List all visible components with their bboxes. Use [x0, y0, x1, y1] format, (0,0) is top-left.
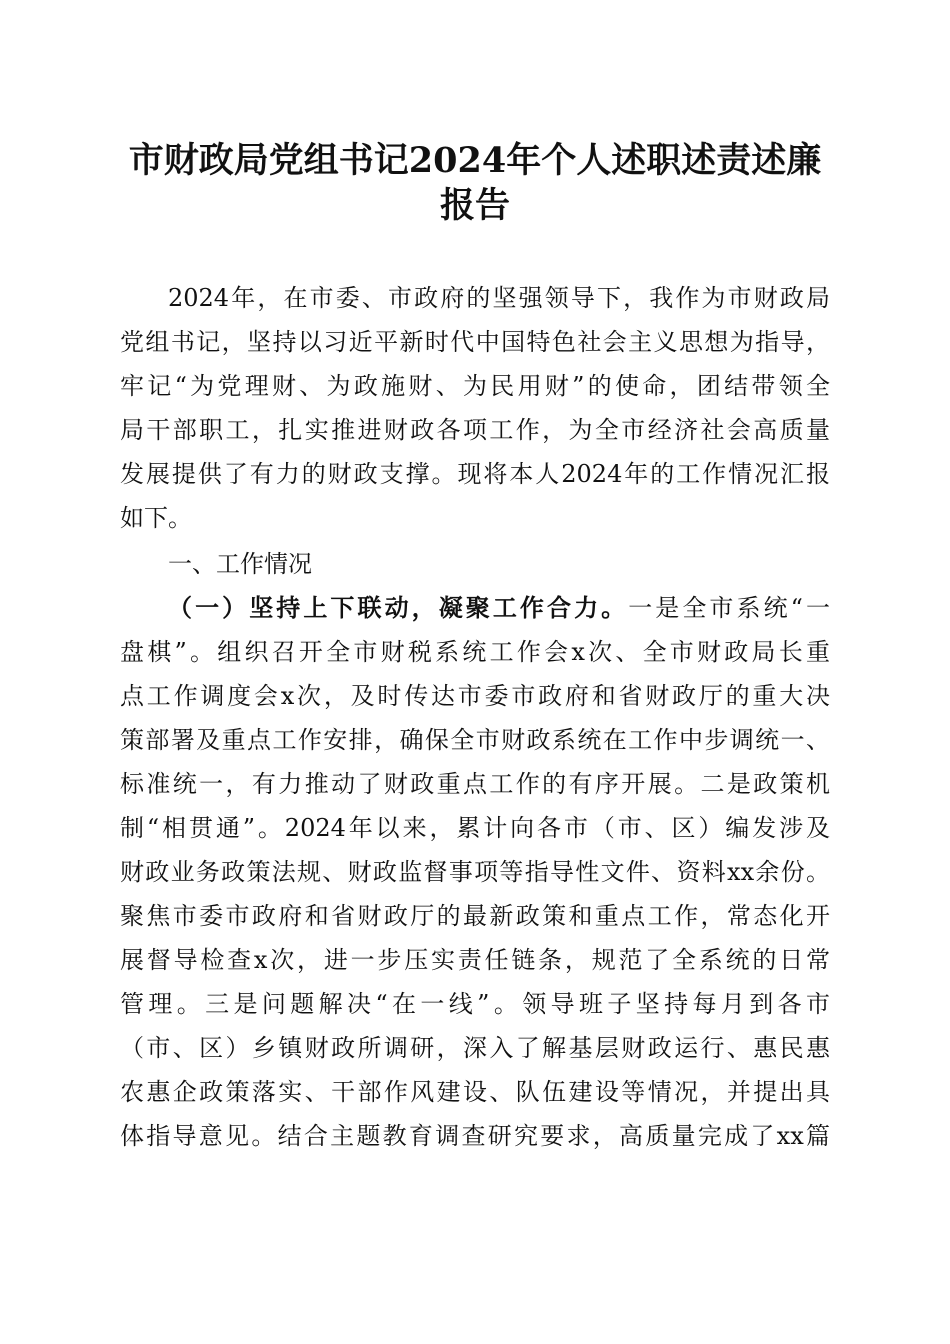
subsection-title: （一）坚持上下联动，凝聚工作合力。: [168, 593, 629, 622]
subsection-first-line: [168, 592, 830, 624]
intro-line-1: 2024年，在市委、市政府的坚强领导下，我作为市财政局: [168, 284, 830, 312]
subsection-first-rest: 一是全市系统“一: [628, 594, 830, 622]
body-line-9: 管理。三是问题解决“在一线”。领导班子坚持每月到各市: [120, 990, 830, 1018]
body-line-1: 盘棋”。组织召开全市财税系统工作会x次、全市财政局长重: [120, 638, 830, 666]
body-line-3: 策部署及重点工作安排，确保全市财政系统在工作中步调统一、: [120, 726, 830, 754]
intro-line-2: 党组书记，坚持以习近平新时代中国特色社会主义思想为指导，: [120, 328, 830, 356]
body-line-6: 财政业务政策法规、财政监督事项等指导性文件、资料xx余份。: [120, 858, 830, 886]
body-line-2: 点工作调度会x次，及时传达市委市政府和省财政厅的重大决: [120, 682, 830, 710]
intro-line-5: 发展提供了有力的财政支撑。现将本人2024年的工作情况汇报: [120, 460, 830, 488]
section-heading: 一、工作情况: [168, 550, 312, 578]
intro-line-6: 如下。: [120, 504, 192, 532]
body-line-8: 展督导检查x次，进一步压实责任链条，规范了全系统的日常: [120, 946, 830, 974]
body-line-10: （市、区）乡镇财政所调研，深入了解基层财政运行、惠民惠: [120, 1034, 830, 1062]
body-line-7: 聚焦市委市政府和省财政厅的最新政策和重点工作，常态化开: [120, 902, 830, 930]
body-line-4: 标准统一，有力推动了财政重点工作的有序开展。二是政策机: [120, 770, 830, 798]
intro-line-3: 牢记“为党理财、为政施财、为民用财”的使命，团结带领全: [120, 372, 830, 400]
body-line-11: 农惠企政策落实、干部作风建设、队伍建设等情况，并提出具: [120, 1078, 830, 1106]
body-line-5: 制“相贯通”。2024年以来，累计向各市（市、区）编发涉及: [120, 814, 830, 842]
intro-line-4: 局干部职工，扎实推进财政各项工作，为全市经济社会高质量: [120, 416, 830, 444]
body-line-12: 体指导意见。结合主题教育调查研究要求，高质量完成了xx篇: [120, 1122, 830, 1150]
document-title-line-1: 市财政局党组书记2024年个人述职述责述廉: [128, 140, 822, 181]
document-title-line-2: 报告: [439, 185, 510, 226]
